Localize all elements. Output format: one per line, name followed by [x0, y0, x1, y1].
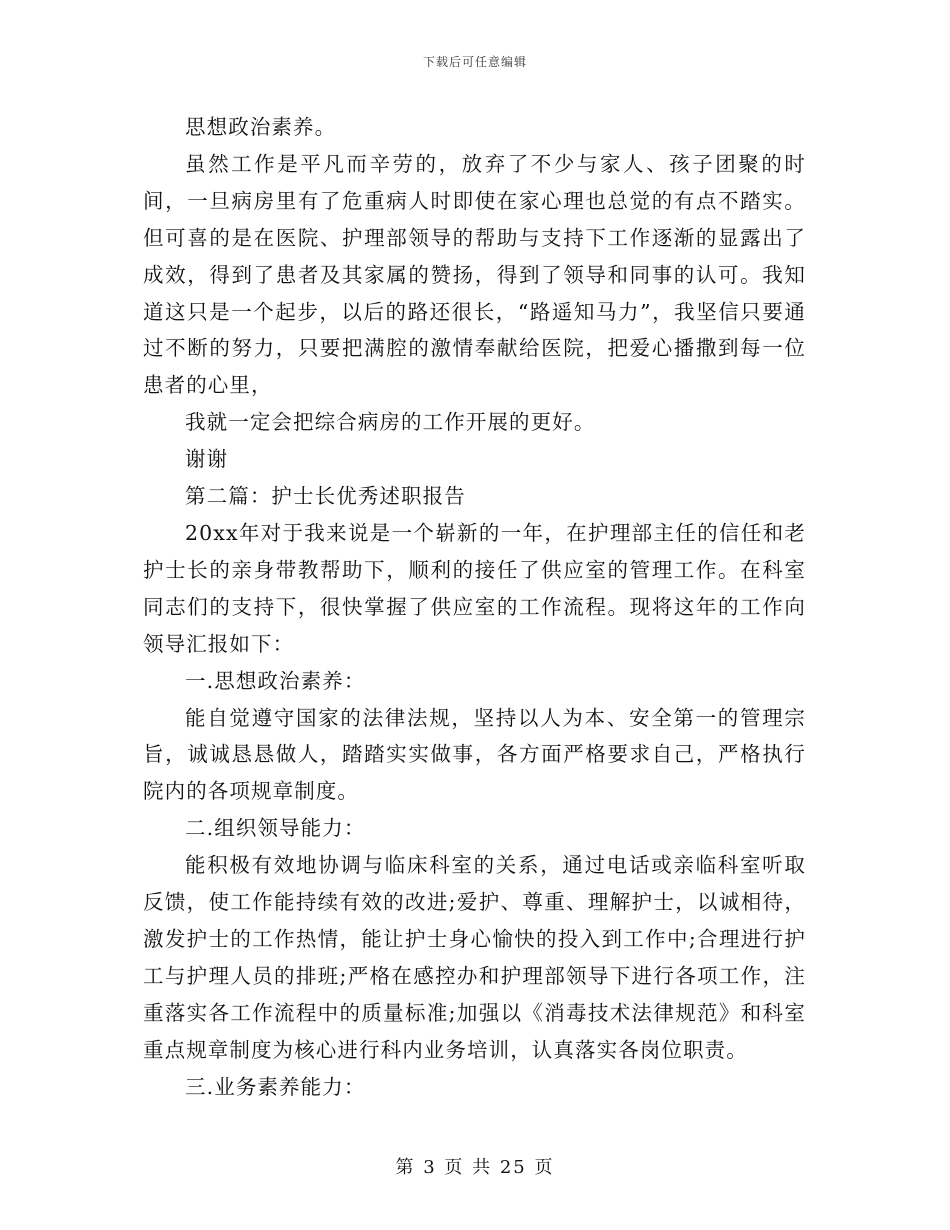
subheading: 一.思想政治素养：	[185, 668, 366, 693]
paragraph: 能自觉遵守国家的法律法规，坚持以人为本、安全第一的管理宗旨，诚诚恳恳做人，踏踏实实做事，各方面严格要求自己，严格执行院内的各项规章制度。	[143, 705, 806, 804]
paragraph: 20xx年对于我来说是一个崭新的一年，在护理部主任的信任和老护士长的亲身带教帮助下，顺利的接任了供应室的管理工作。在科室同志们的支持下，很快掌握了供应室的工作流程。现将这年的工作向领导汇报如下：	[143, 520, 806, 656]
paragraph: 我就一定会把综合病房的工作开展的更好。	[185, 410, 596, 435]
paragraph: 谢谢	[185, 447, 229, 472]
subheading: 三.业务素养能力：	[185, 1074, 366, 1099]
paragraph: 虽然工作是平凡而辛劳的，放弃了不少与家人、孩子团聚的时间，一旦病房里有了危重病人时即使在家心理也总觉的有点不踏实。但可喜的是在医院、护理部领导的帮助与支持下工作逐渐的显露出了成效，得到了患者及其家属的赞扬，得到了领导和同事的认可。我知道这只是一个起步，以后的路还很长，“路遥知马力”，我坚信只要通过不断的努力，只要把满腔的激情奉献给医院，把爱心播撒到每一位患者的心里，	[143, 151, 806, 398]
section-title: 第二篇：护士长优秀述职报告	[185, 484, 466, 509]
page-header-note: 下载后可任意编辑	[422, 55, 527, 69]
document-body	[143, 109, 806, 1105]
subheading: 二.组织领导能力：	[185, 816, 366, 841]
page-number: 第 3 页 共 25 页	[395, 1157, 555, 1178]
paragraph: 思想政治素养。	[185, 115, 337, 139]
paragraph: 能积极有效地协调与临床科室的关系，通过电话或亲临科室听取反馈，使工作能持续有效的改进;爱护、尊重、理解护士，以诚相待，激发护士的工作热情，能让护士身心愉快的投入到工作中;合理进行护工与护理人员的排班;严格在感控办和护理部领导下进行各项工作，注重落实各工作流程中的质量标准;加强以《消毒技术法律规范》和科室重点规章制度为核心进行科内业务培训，认真落实各岗位职责。	[143, 853, 806, 1062]
